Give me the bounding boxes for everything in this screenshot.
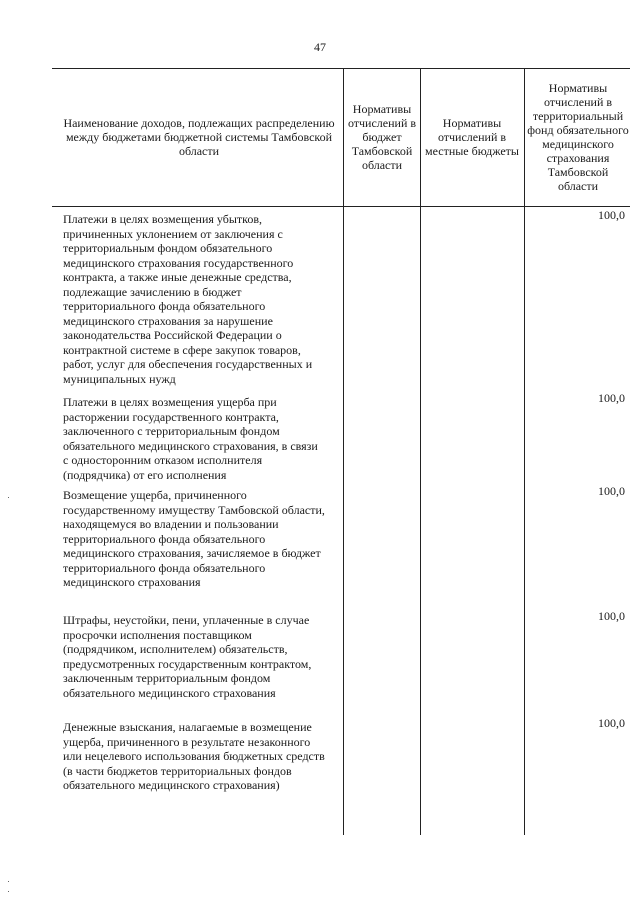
column-divider-1 <box>343 68 344 835</box>
income-row-1-fund-value: 100,0 <box>598 208 625 222</box>
header-income-name: Наименование доходов, подлежащих распределению между бюджетами бюджетной системы Тамбовской области <box>63 116 335 158</box>
header-local-budgets: Нормативы отчислений в местные бюджеты <box>425 116 519 158</box>
income-row-4-name: Штрафы, неустойки, пени, уплаченные в случае просрочки исполнения поставщиком (подрядчиком, исполнителем) обязательств, предусмотренных государственным контрактом, заключенным территориальным фондом обязательного медицинского страхования <box>63 613 312 700</box>
scan-speck <box>8 881 9 882</box>
income-row-5-name: Денежные взыскания, налагаемые в возмещение ущерба, причиненного в результате незаконного или нецелевого использования бюджетных средств (в части бюджетов территориальных фондов обязательного медицинского страхования) <box>63 720 325 792</box>
header-bottom-border <box>52 206 630 207</box>
income-row-3-name: Возмещение ущерба, причиненного государственному имуществу Тамбовской области, находящемуся во владении и пользовании территориального фонда обязательного медицинского страхования, зачисляемое в бюджет территориального фонда обязательного медицинского страхования <box>63 488 325 589</box>
income-row-2-name: Платежи в целях возмещения ущерба при расторжении государственного контракта, заключенного с территориальным фондом обязательного медицинского страхования, в связи с односторонним отказом исполнителя (подрядчика) от его исполнения <box>63 395 318 482</box>
scan-speck <box>8 497 9 498</box>
income-row-2-fund-value: 100,0 <box>598 391 625 405</box>
header-regional-budget: Нормативы отчислений в бюджет Тамбовской области <box>347 102 417 172</box>
income-row-4-fund-value: 100,0 <box>598 609 625 623</box>
column-divider-2 <box>420 68 421 835</box>
income-row-3-fund-value: 100,0 <box>598 484 625 498</box>
header-medical-fund: Нормативы отчислений в территориальный фонд обязательного медицинского страхования Тамбовской области <box>527 81 629 193</box>
column-divider-3 <box>524 68 525 835</box>
page-number: 47 <box>314 40 326 54</box>
income-row-5-fund-value: 100,0 <box>598 716 625 730</box>
income-row-1-name: Платежи в целях возмещения убытков, причиненных уклонением от заключения с территориальным фондом обязательного медицинского страхования государственного контракта, а также иные денежные средства, подлежащие зачислению в бюджет территориального фонда обязательного медицинского страхования за нарушение законодательства Российской Федерации о контрактной системе в сфере закупок товаров, работ, услуг для обеспечения государственных и муниципальных нужд <box>63 212 313 386</box>
scan-speck <box>8 891 9 892</box>
